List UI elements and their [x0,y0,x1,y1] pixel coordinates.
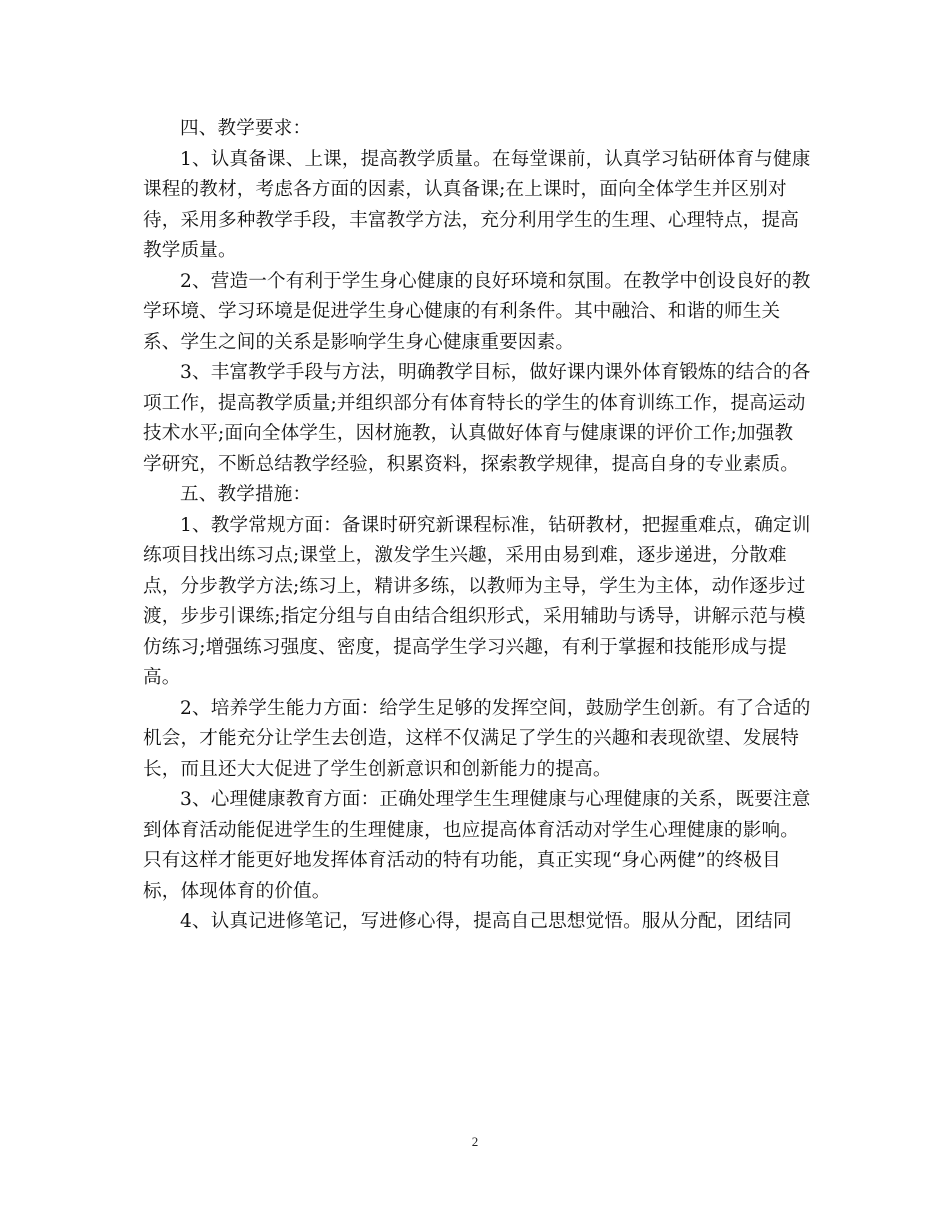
paragraph-line: 长，而且还大大促进了学生创新意识和创新能力的提高。 [143,758,612,780]
paragraph-line: 1、认真备课、上课，提高教学质量。在每堂课前，认真学习钻研体育与健康 [180,148,811,170]
paragraph-measure-1 [143,511,811,694]
paragraph-line: 2、培养学生能力方面：给学生足够的发挥空间，鼓励学生创新。有了合适的 [180,697,811,719]
paragraph-line: 3、丰富教学手段与方法，明确教学目标，做好课内课外体育锻炼的结合的各 [180,362,811,383]
paragraph-line: 系、学生之间的关系是影响学生身心健康重要因素。 [143,331,575,353]
paragraph-measure-4 [143,907,808,938]
paragraph-line: 高。 [143,667,181,688]
paragraph-line: 机会，才能充分让学生去创造，这样不仅满足了学生的兴趣和表现欲望、发展特 [143,728,800,749]
paragraph-line: 3、心理健康教育方面：正确处理学生生理健康与心理健康的关系，既要注意 [180,789,811,810]
paragraph-measure-2 [143,694,811,786]
paragraph-line: 练项目找出练习点;课堂上，激发学生兴趣，采用由易到难，逐步递进，分散难 [143,545,787,566]
document-body [143,114,811,938]
page-number: 2 [471,1134,479,1149]
paragraph-line: 技术水平;面向全体学生，因材施教，认真做好体育与健康课的评价工作;加强教 [143,423,794,444]
paragraph-line: 项工作，提高教学质量;并组织部分有体育特长的学生的体育训练工作，提高运动 [143,392,806,414]
paragraph-line: 教学质量。 [143,240,237,261]
paragraph-line: 4、认真记进修笔记，写进修心得，提高自己思想觉悟。服从分配，团结同 [180,911,792,932]
heading-text: 四、教学要求： [180,118,312,139]
paragraph-line: 仿练习;增强练习强度、密度，提高学生学习兴趣，有利于掌握和技能形成与提 [143,636,787,658]
paragraph-requirement-3 [143,358,811,480]
paragraph-line: 1、教学常规方面：备课时研究新课程标准，钻研教材，把握重难点，确定训 [180,514,811,536]
paragraph-line: 只有这样才能更好地发挥体育活动的特有功能，真正实现“身心两健”的终极目 [143,850,781,871]
paragraph-line: 课程的教材，考虑各方面的因素，认真备课;在上课时，面向全体学生并区别对 [143,179,787,200]
paragraph-line: 点，分步教学方法;练习上，精讲多练，以教师为主导，学生为主体，动作逐步过 [143,575,806,597]
paragraph-line: 学环境、学习环境是促进学生身心健康的有利条件。其中融洽、和谐的师生关 [143,301,781,322]
section-heading-teaching-requirements [143,114,808,145]
paragraph-requirement-1 [143,145,811,267]
paragraph-measure-3 [143,785,811,907]
section-heading-teaching-measures [143,480,808,511]
paragraph-line: 学研究，不断总结教学经验，积累资料，探索教学规律，提高自身的专业素质。 [143,453,800,475]
heading-text: 五、教学措施： [180,484,312,505]
paragraph-line: 2、营造一个有利于学生身心健康的良好环境和氛围。在教学中创设良好的教 [180,270,811,292]
paragraph-line: 待，采用多种教学手段，丰富教学方法，充分利用学生的生理、心理特点，提高 [143,209,800,231]
paragraph-requirement-2 [143,267,811,359]
paragraph-line: 标，体现体育的价值。 [143,880,331,902]
paragraph-line: 渡，步步引课练;指定分组与自由结合组织形式，采用辅助与诱导，讲解示范与模 [143,606,806,627]
paragraph-line: 到体育活动能促进学生的生理健康，也应提高体育活动对学生心理健康的影响。 [143,819,800,841]
